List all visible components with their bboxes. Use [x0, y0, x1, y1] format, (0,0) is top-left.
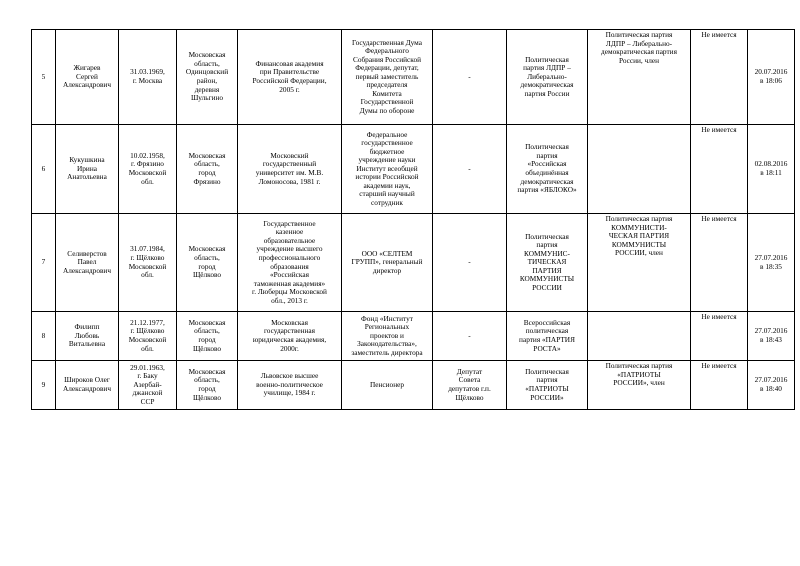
row-number-cell: 8: [32, 312, 56, 361]
deputy-status-cell: -: [433, 214, 507, 312]
table-row: [32, 30, 795, 125]
submission-date-cell: 27.07.2016 в 18:40: [748, 361, 795, 410]
deputy-status-cell: -: [433, 125, 507, 214]
deputy-status-cell: -: [433, 30, 507, 125]
row-number-cell: 6: [32, 125, 56, 214]
party-membership-cell: [588, 125, 691, 214]
table-row: [32, 361, 795, 410]
submission-date-cell: 27.07.2016 в 18:43: [748, 312, 795, 361]
row-number-cell: 7: [32, 214, 56, 312]
conviction-cell: Не имеется: [691, 214, 748, 312]
residence-cell: Московская область, Одинцовский район, деревня Шульгино: [177, 30, 238, 125]
residence-cell: Московская область, город Щёлково: [177, 214, 238, 312]
party-membership-cell: Политическая партия КОММУНИСТИ- ЧЕСКАЯ ПАРТИЯ КОММУНИСТЫ РОССИИ, член: [588, 214, 691, 312]
row-number-cell: 5: [32, 30, 56, 125]
birth-date-place-cell: 29.01.1963, г. Баку Азербай- джанской ССР: [119, 361, 177, 410]
nominating-party-cell: Политическая партия КОММУНИС- ТИЧЕСКАЯ ПАРТИЯ КОММУНИСТЫ РОССИИ: [507, 214, 588, 312]
party-membership-cell: Политическая партия «ПАТРИОТЫ РОССИИ», член: [588, 361, 691, 410]
education-cell: Московская государственная юридическая академия, 2000г.: [238, 312, 342, 361]
candidate-name-cell: Жигарев Сергей Александрович: [56, 30, 119, 125]
conviction-cell: Не имеется: [691, 312, 748, 361]
education-cell: Московский государственный университет им. М.В. Ломоносова, 1981 г.: [238, 125, 342, 214]
candidate-name-cell: Селиверстов Павел Александрович: [56, 214, 119, 312]
submission-date-cell: 02.08.2016 в 18:11: [748, 125, 795, 214]
workplace-cell: ООО «СЕЛТЕМ ГРУПП», генеральный директор: [342, 214, 433, 312]
residence-cell: Московская область, город Фрязино: [177, 125, 238, 214]
submission-date-cell: 27.07.2016 в 18:35: [748, 214, 795, 312]
deputy-status-cell: -: [433, 312, 507, 361]
party-membership-cell: Политическая партия ЛДПР – Либерально- демократическая партия России, член: [588, 30, 691, 125]
workplace-cell: Пенсионер: [342, 361, 433, 410]
conviction-cell: Не имеется: [691, 30, 748, 125]
conviction-cell: Не имеется: [691, 361, 748, 410]
candidates-table: [31, 29, 795, 410]
table-row: [32, 125, 795, 214]
row-number-cell: 9: [32, 361, 56, 410]
candidate-name-cell: Филипп Любовь Витальевна: [56, 312, 119, 361]
deputy-status-cell: Депутат Совета депутатов г.п. Щёлково: [433, 361, 507, 410]
submission-date-cell: 20.07.2016 в 18:06: [748, 30, 795, 125]
workplace-cell: Государственная Дума Федерального Собрания Российской Федерации, депутат, первый заместитель председателя Комитета Государственной Думы по обороне: [342, 30, 433, 125]
birth-date-place-cell: 21.12.1977, г. Щёлково Московской обл.: [119, 312, 177, 361]
education-cell: Львовское высшее военно-политическое училище, 1984 г.: [238, 361, 342, 410]
table-row: [32, 312, 795, 361]
workplace-cell: Федеральное государственное бюджетное учреждение науки Институт всеобщей истории Российской академии наук, старший научный сотрудник: [342, 125, 433, 214]
birth-date-place-cell: 31.03.1969, г. Москва: [119, 30, 177, 125]
nominating-party-cell: Политическая партия «ПАТРИОТЫ РОССИИ»: [507, 361, 588, 410]
education-cell: Финансовая академия при Правительстве Российской Федерации, 2005 г.: [238, 30, 342, 125]
table-row: [32, 214, 795, 312]
education-cell: Государственное казенное образовательное учреждение высшего профессионального образования «Российская таможенная академия» г. Люберцы Московской обл., 2013 г.: [238, 214, 342, 312]
party-membership-cell: [588, 312, 691, 361]
residence-cell: Московская область, город Щёлково: [177, 312, 238, 361]
birth-date-place-cell: 31.07.1984, г. Щёлково Московской обл.: [119, 214, 177, 312]
nominating-party-cell: Политическая партия ЛДПР – Либерально- демократическая партия России: [507, 30, 588, 125]
conviction-cell: Не имеется: [691, 125, 748, 214]
table-body: [32, 30, 795, 410]
nominating-party-cell: Политическая партия «Российская объединённая демократическая партия «ЯБЛОКО»: [507, 125, 588, 214]
birth-date-place-cell: 10.02.1958, г. Фрязино Московской обл.: [119, 125, 177, 214]
nominating-party-cell: Всероссийская политическая партия «ПАРТИЯ РОСТА»: [507, 312, 588, 361]
workplace-cell: Фонд «Институт Региональных проектов и Законодательства», заместитель директора: [342, 312, 433, 361]
residence-cell: Московская область, город Щёлково: [177, 361, 238, 410]
candidate-name-cell: Кукушкина Ирина Анатольевна: [56, 125, 119, 214]
candidate-name-cell: Широков Олег Александрович: [56, 361, 119, 410]
